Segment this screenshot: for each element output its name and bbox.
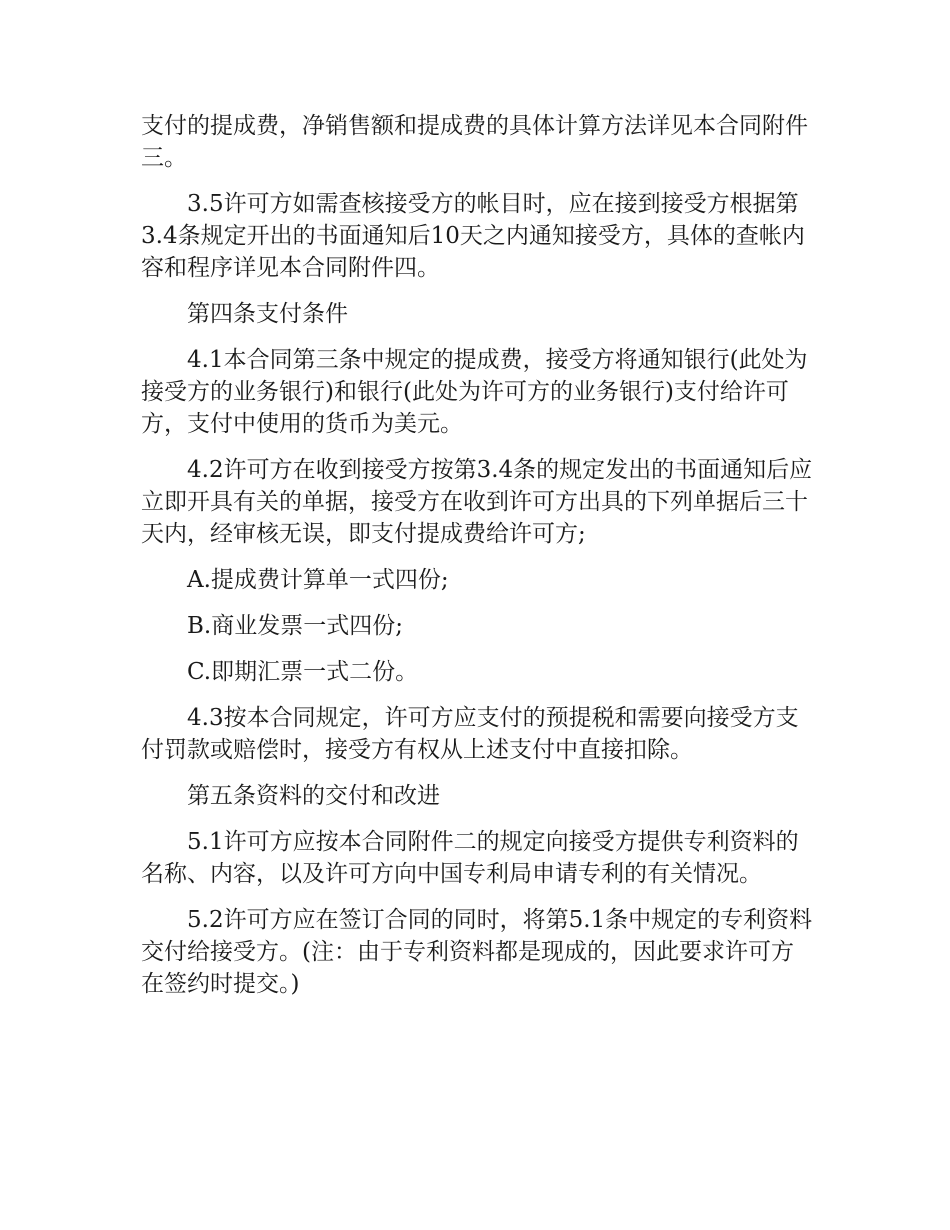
paragraph-4-2: 4.2许可方在收到接受方按第3.4条的规定发出的书面通知后应立即开具有关的单据，接受方在收到许可方出具的下列单据后三十天内，经审核无误，即支付提成费给许可方; [141, 457, 813, 547]
list-item-b: B.商业发票一式四份; [187, 613, 403, 639]
paragraph-5-2: 5.2许可方应在签订合同的同时，将第5.1条中规定的专利资料交付给接受方。(注：由于专利资料都是现成的，因此要求许可方在签约时提交。) [141, 907, 813, 997]
list-item-c: C.即期汇票一式二份。 [187, 659, 419, 685]
list-item-a: A.提成费计算单一式四份; [187, 567, 449, 593]
heading-article-5: 第五条资料的交付和改进 [187, 783, 440, 809]
paragraph-5-1: 5.1许可方应按本合同附件二的规定向接受方提供专利资料的名称、内容，以及许可方向中国专利局申请专利的有关情况。 [141, 829, 799, 887]
paragraph-commission-calc: 支付的提成费，净销售额和提成费的具体计算方法详见本合同附件三。 [141, 113, 808, 171]
document-body [141, 110, 813, 1014]
heading-article-4: 第四条支付条件 [187, 301, 348, 327]
paragraph-4-1: 4.1本合同第三条中规定的提成费，接受方将通知银行(此处为接受方的业务银行)和银行(此处为许可方的业务银行)支付给许可方，支付中使用的货币为美元。 [141, 347, 808, 437]
paragraph-3-5: 3.5许可方如需查核接受方的帐目时，应在接到接受方根据第3.4条规定开出的书面通知后10天之内通知接受方，具体的查帐内容和程序详见本合同附件四。 [141, 191, 805, 281]
paragraph-4-3: 4.3按本合同规定，许可方应支付的预提税和需要向接受方支付罚款或赔偿时，接受方有权从上述支付中直接扣除。 [141, 705, 799, 763]
